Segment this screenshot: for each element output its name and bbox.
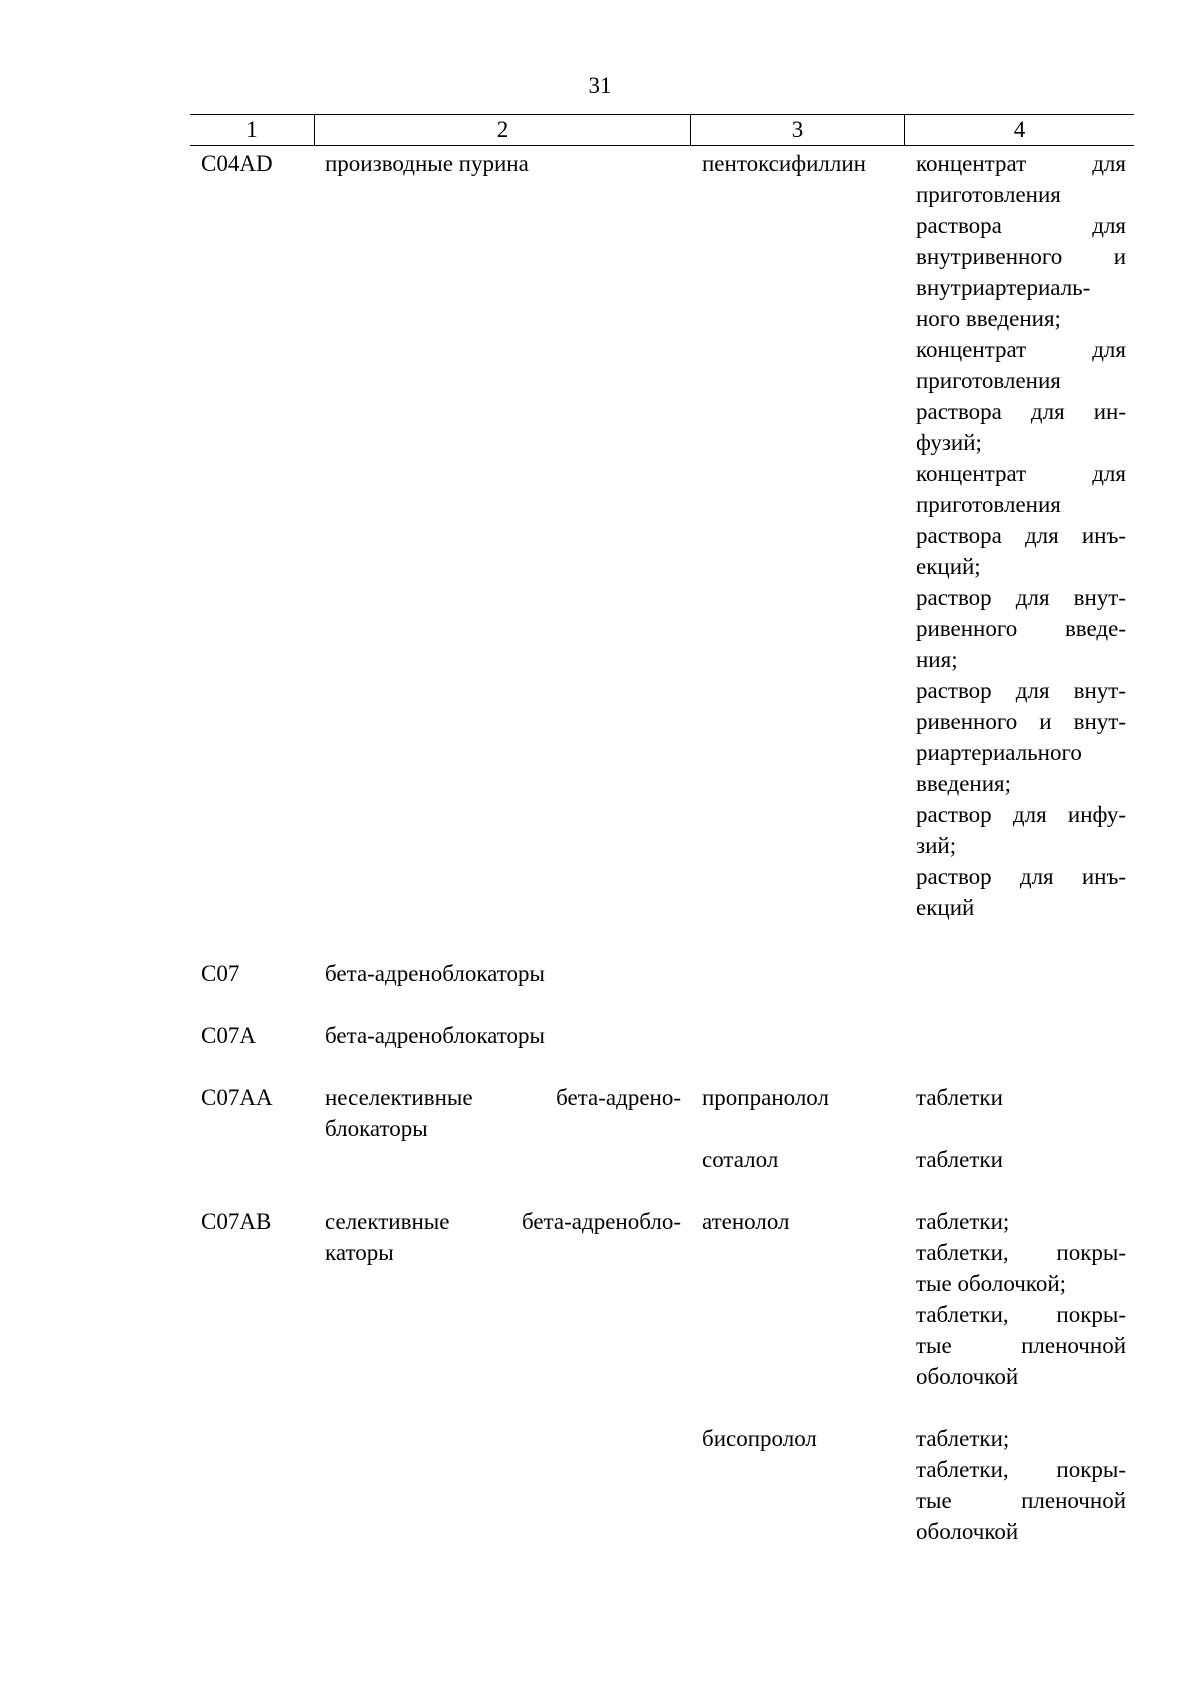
dosage-form-line: таблетки: [916, 1147, 1003, 1172]
dosage-form-line: тые оболочкой;: [916, 1271, 1067, 1296]
dosage-form-line: раствора для ин-: [916, 399, 1126, 424]
row-group-line: блокаторы: [325, 1116, 428, 1141]
table-header-row: [190, 114, 1134, 146]
table-header-col-2: 2: [314, 115, 690, 145]
row-group: производные пурина: [325, 151, 529, 176]
dosage-form-line: ния;: [916, 647, 958, 672]
dosage-form-line: ривенного и внут-: [916, 709, 1126, 734]
dosage-form-line: таблетки, покры-: [916, 1457, 1126, 1482]
row-group: бета-адреноблокаторы: [325, 961, 545, 986]
dosage-form-line: концентрат для: [916, 461, 1126, 486]
dosage-form-line: внутриартериаль-: [916, 275, 1091, 300]
table-header-col-3: 3: [690, 115, 904, 145]
row-drug: бисопролол: [702, 1426, 817, 1451]
dosage-form-line: концентрат для: [916, 337, 1126, 362]
dosage-form-line: раствор для инъ-: [916, 864, 1126, 889]
dosage-forms: [916, 1144, 1126, 1175]
row-code: C07AA: [201, 1085, 273, 1110]
dosage-form-line: таблетки: [916, 1085, 1003, 1110]
dosage-form-line: зий;: [916, 833, 957, 858]
dosage-form-line: таблетки;: [916, 1426, 1010, 1451]
row-group: [325, 1206, 681, 1268]
dosage-form-line: раствор для инфу-: [916, 802, 1126, 827]
row-group-line: селективные бета-адреноблo-: [325, 1209, 681, 1234]
dosage-forms: [916, 1206, 1126, 1392]
row-drug: соталол: [702, 1147, 779, 1172]
dosage-form-line: приготовления: [916, 492, 1061, 517]
dosage-form-line: раствор для внут-: [916, 585, 1126, 610]
dosage-form-line: введения;: [916, 771, 1011, 796]
dosage-form-line: оболочкой: [916, 1519, 1019, 1544]
row-drug: пентоксифиллин: [702, 151, 866, 176]
row-group-line: неселективные бета-адрено-: [325, 1085, 681, 1110]
dosage-form-line: раствора для: [916, 213, 1126, 238]
row-code: C07AB: [201, 1209, 272, 1234]
dosage-form-line: тые пленочной: [916, 1488, 1126, 1513]
dosage-form-line: риартериального: [916, 740, 1082, 765]
dosage-form-line: приготовления: [916, 368, 1061, 393]
dosage-form-line: екций;: [916, 554, 981, 579]
dosage-form-line: ного введения;: [916, 306, 1061, 331]
dosage-form-line: концентрат для: [916, 151, 1126, 176]
row-group: [325, 1082, 681, 1144]
dosage-form-line: таблетки, покры-: [916, 1240, 1126, 1265]
dosage-form-line: таблетки, покры-: [916, 1302, 1126, 1327]
row-code: C07A: [201, 1023, 256, 1048]
row-code: C07: [201, 961, 240, 986]
row-group: бета-адреноблокаторы: [325, 1023, 545, 1048]
dosage-form-line: оболочкой: [916, 1364, 1019, 1389]
dosage-forms: [916, 1423, 1126, 1547]
dosage-forms: [916, 148, 1126, 923]
row-code: C04AD: [201, 151, 273, 176]
dosage-form-line: внутривенного и: [916, 244, 1126, 269]
row-group-line: каторы: [325, 1240, 394, 1265]
dosage-form-line: тые пленочной: [916, 1333, 1126, 1358]
dosage-form-line: раствора для инъ-: [916, 523, 1126, 548]
table-header-col-4: 4: [904, 115, 1134, 145]
dosage-form-line: екций: [916, 895, 975, 920]
dosage-form-line: таблетки;: [916, 1209, 1010, 1234]
dosage-form-line: фузий;: [916, 430, 982, 455]
dosage-form-line: ривенного введе-: [916, 616, 1126, 641]
row-drug: пропранолол: [702, 1085, 829, 1110]
dosage-form-line: раствор для внут-: [916, 678, 1126, 703]
table-header-col-1: 1: [246, 117, 258, 142]
dosage-forms: [916, 1082, 1126, 1113]
page-number: 31: [588, 73, 612, 98]
row-drug: атенолол: [702, 1209, 790, 1234]
dosage-form-line: приготовления: [916, 182, 1061, 207]
